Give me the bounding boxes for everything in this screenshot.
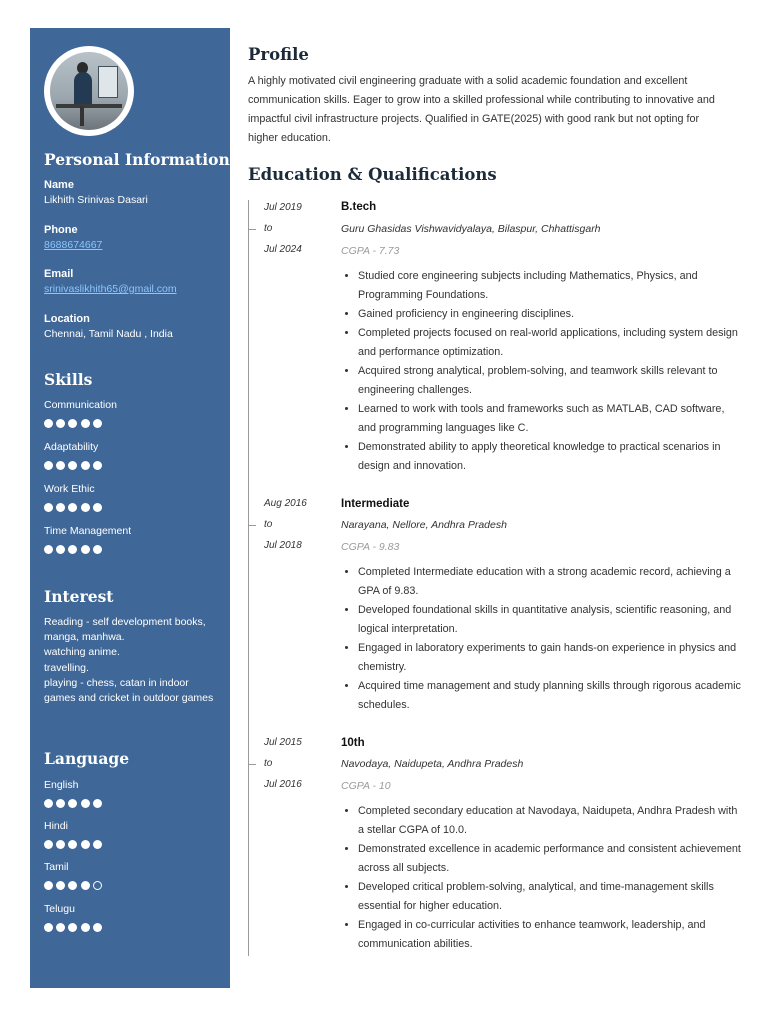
list-item: • Acquired time management and study planning skills through rigorous academic schedules.	[358, 677, 743, 715]
entry-institution: Navodaya, Naidupeta, Andhra Pradesh	[341, 758, 524, 770]
language-rating	[44, 799, 102, 808]
name-value: Likhith Srinivas Dasari	[44, 194, 148, 206]
rating-dot-filled	[93, 545, 102, 554]
entry-title: 10th	[341, 737, 365, 749]
rating-dot-filled	[56, 840, 65, 849]
rating-dot-filled	[56, 461, 65, 470]
rating-dot-filled	[68, 799, 77, 808]
rating-dot-filled	[81, 503, 90, 512]
entry-to-label: to	[264, 223, 273, 234]
name-label: Name	[44, 179, 74, 191]
language-name: Telugu	[44, 903, 75, 915]
personal-info-heading: Personal Information	[44, 150, 230, 169]
list-item: • Engaged in laboratory experiments to gain hands-on experience in physics and chemistry.	[358, 639, 743, 677]
language-name: English	[44, 779, 79, 791]
entry-bullets	[343, 267, 743, 476]
language-rating	[44, 840, 102, 849]
language-item	[44, 819, 102, 849]
phone-block	[44, 224, 102, 253]
rating-dot-filled	[44, 545, 53, 554]
entry-bullets	[343, 563, 743, 715]
skill-name: Work Ethic	[44, 483, 95, 495]
timeline-line	[248, 200, 249, 956]
rating-dot-filled	[44, 503, 53, 512]
rating-dot-filled	[68, 503, 77, 512]
list-item: • Learned to work with tools and frameworks such as MATLAB, CAD software, and programming languages like C.	[358, 400, 743, 438]
profile-text: A highly motivated civil engineering graduate with a solid academic foundation and excellent communication skills. Eager to grow into a skilled professional while contributing to innovative and impactful civil infrastructure projects. Qualified in GATE(2025) with good rank but not opting for higher education.	[248, 75, 715, 144]
language-name: Hindi	[44, 820, 68, 832]
rating-dot-filled	[81, 419, 90, 428]
entry-bullets	[343, 802, 743, 954]
location-block	[44, 313, 173, 342]
entry-start-date: Jul 2019	[264, 202, 302, 213]
skill-name: Time Management	[44, 525, 132, 537]
location-value: Chennai, Tamil Nadu , India	[44, 328, 173, 340]
rating-dot-filled	[68, 461, 77, 470]
entry-end-date: Jul 2024	[264, 244, 302, 255]
entry-cgpa: CGPA - 9.83	[341, 541, 400, 553]
language-rating	[44, 923, 102, 932]
language-heading: Language	[44, 749, 130, 768]
list-item: • Acquired strong analytical, problem-solving, and teamwork skills relevant to engineering challenges.	[358, 362, 743, 400]
list-item: • Gained proficiency in engineering disciplines.	[358, 305, 743, 324]
list-item: • Demonstrated excellence in academic performance and consistent achievement across all subjects.	[358, 840, 743, 878]
skill-name: Communication	[44, 399, 117, 411]
rating-dot-filled	[68, 545, 77, 554]
rating-dot-filled	[93, 503, 102, 512]
rating-dot-filled	[68, 881, 77, 890]
rating-dot-filled	[56, 923, 65, 932]
language-rating	[44, 881, 102, 890]
email-block	[44, 268, 177, 297]
sidebar	[30, 28, 230, 988]
skill-rating	[44, 503, 102, 512]
language-item	[44, 902, 102, 932]
rating-dot-filled	[93, 419, 102, 428]
interest-text: Reading - self development books, manga, manhwa. watching anime. travelling. playing - chess, catan in indoor games and cricket in outdoor games	[44, 616, 214, 705]
list-item: • Completed Intermediate education with a strong academic record, achieving a GPA of 9.83.	[358, 563, 743, 601]
skill-name: Adaptability	[44, 441, 99, 453]
entry-cgpa: CGPA - 7.73	[341, 245, 400, 257]
rating-dot-filled	[93, 840, 102, 849]
rating-dot-filled	[44, 461, 53, 470]
list-item: • Completed projects focused on real-world applications, including system design and performance optimization.	[358, 324, 743, 362]
skill-item	[44, 440, 102, 470]
skill-rating	[44, 545, 131, 554]
list-item: • Developed foundational skills in quantitative analysis, scientific reasoning, and logical interpretation.	[358, 601, 743, 639]
rating-dot-filled	[56, 545, 65, 554]
entry-to-label: to	[264, 758, 273, 769]
list-item: • Studied core engineering subjects including Mathematics, Physics, and Programming Foundations.	[358, 267, 743, 305]
phone-label: Phone	[44, 224, 78, 236]
rating-dot-filled	[81, 840, 90, 849]
list-item: • Engaged in co-curricular activities to enhance teamwork, leadership, and communication abilities.	[358, 916, 743, 954]
rating-dot-filled	[81, 461, 90, 470]
entry-institution: Narayana, Nellore, Andhra Pradesh	[341, 519, 507, 531]
entry-end-date: Jul 2018	[264, 540, 302, 551]
entry-end-date: Jul 2016	[264, 779, 302, 790]
entry-to-label: to	[264, 519, 273, 530]
education-heading: Education & Qualifications	[248, 165, 497, 184]
rating-dot-filled	[56, 799, 65, 808]
list-item: • Completed secondary education at Navodaya, Naidupeta, Andhra Pradesh with a stellar CGPA of 10.0.	[358, 802, 743, 840]
skill-rating	[44, 419, 117, 428]
rating-dot-filled	[81, 545, 90, 554]
phone-link[interactable]: 8688674667	[44, 239, 103, 251]
rating-dot-filled	[68, 923, 77, 932]
rating-dot-filled	[44, 799, 53, 808]
rating-dot-filled	[93, 799, 102, 808]
rating-dot-filled	[44, 419, 53, 428]
rating-dot-filled	[56, 503, 65, 512]
timeline-tick	[248, 525, 256, 526]
skill-rating	[44, 461, 102, 470]
rating-dot-filled	[68, 840, 77, 849]
skills-heading: Skills	[44, 370, 93, 389]
rating-dot-filled	[56, 881, 65, 890]
avatar	[44, 46, 134, 136]
rating-dot-filled	[44, 840, 53, 849]
rating-dot-filled	[44, 923, 53, 932]
list-item: • Demonstrated ability to apply theoretical knowledge to practical scenarios in design and innovation.	[358, 438, 743, 476]
entry-cgpa: CGPA - 10	[341, 780, 391, 792]
list-item: • Developed critical problem-solving, analytical, and time-management skills essential for higher education.	[358, 878, 743, 916]
skill-item	[44, 398, 117, 428]
entry-title: B.tech	[341, 201, 377, 213]
rating-dot-filled	[56, 419, 65, 428]
skill-item	[44, 524, 131, 554]
rating-dot-filled	[81, 923, 90, 932]
language-item	[44, 860, 102, 890]
profile-heading: Profile	[248, 45, 309, 64]
email-label: Email	[44, 268, 74, 280]
rating-dot-filled	[93, 461, 102, 470]
entry-institution: Guru Ghasidas Vishwavidyalaya, Bilaspur, Chhattisgarh	[341, 223, 601, 235]
interest-heading: Interest	[44, 587, 114, 606]
rating-dot-filled	[81, 881, 90, 890]
skill-item	[44, 482, 102, 512]
rating-dot-empty	[93, 881, 102, 890]
timeline-tick	[248, 764, 256, 765]
name-block	[44, 179, 148, 208]
rating-dot-filled	[68, 419, 77, 428]
rating-dot-filled	[93, 923, 102, 932]
rating-dot-filled	[44, 881, 53, 890]
profile-photo	[50, 52, 128, 130]
language-name: Tamil	[44, 861, 69, 873]
email-link[interactable]: srinivaslikhith65@gmail.com	[44, 283, 177, 295]
entry-start-date: Jul 2015	[264, 737, 302, 748]
language-item	[44, 778, 102, 808]
entry-start-date: Aug 2016	[264, 498, 307, 509]
location-label: Location	[44, 313, 90, 325]
timeline-tick	[248, 229, 256, 230]
entry-title: Intermediate	[341, 498, 410, 510]
rating-dot-filled	[81, 799, 90, 808]
